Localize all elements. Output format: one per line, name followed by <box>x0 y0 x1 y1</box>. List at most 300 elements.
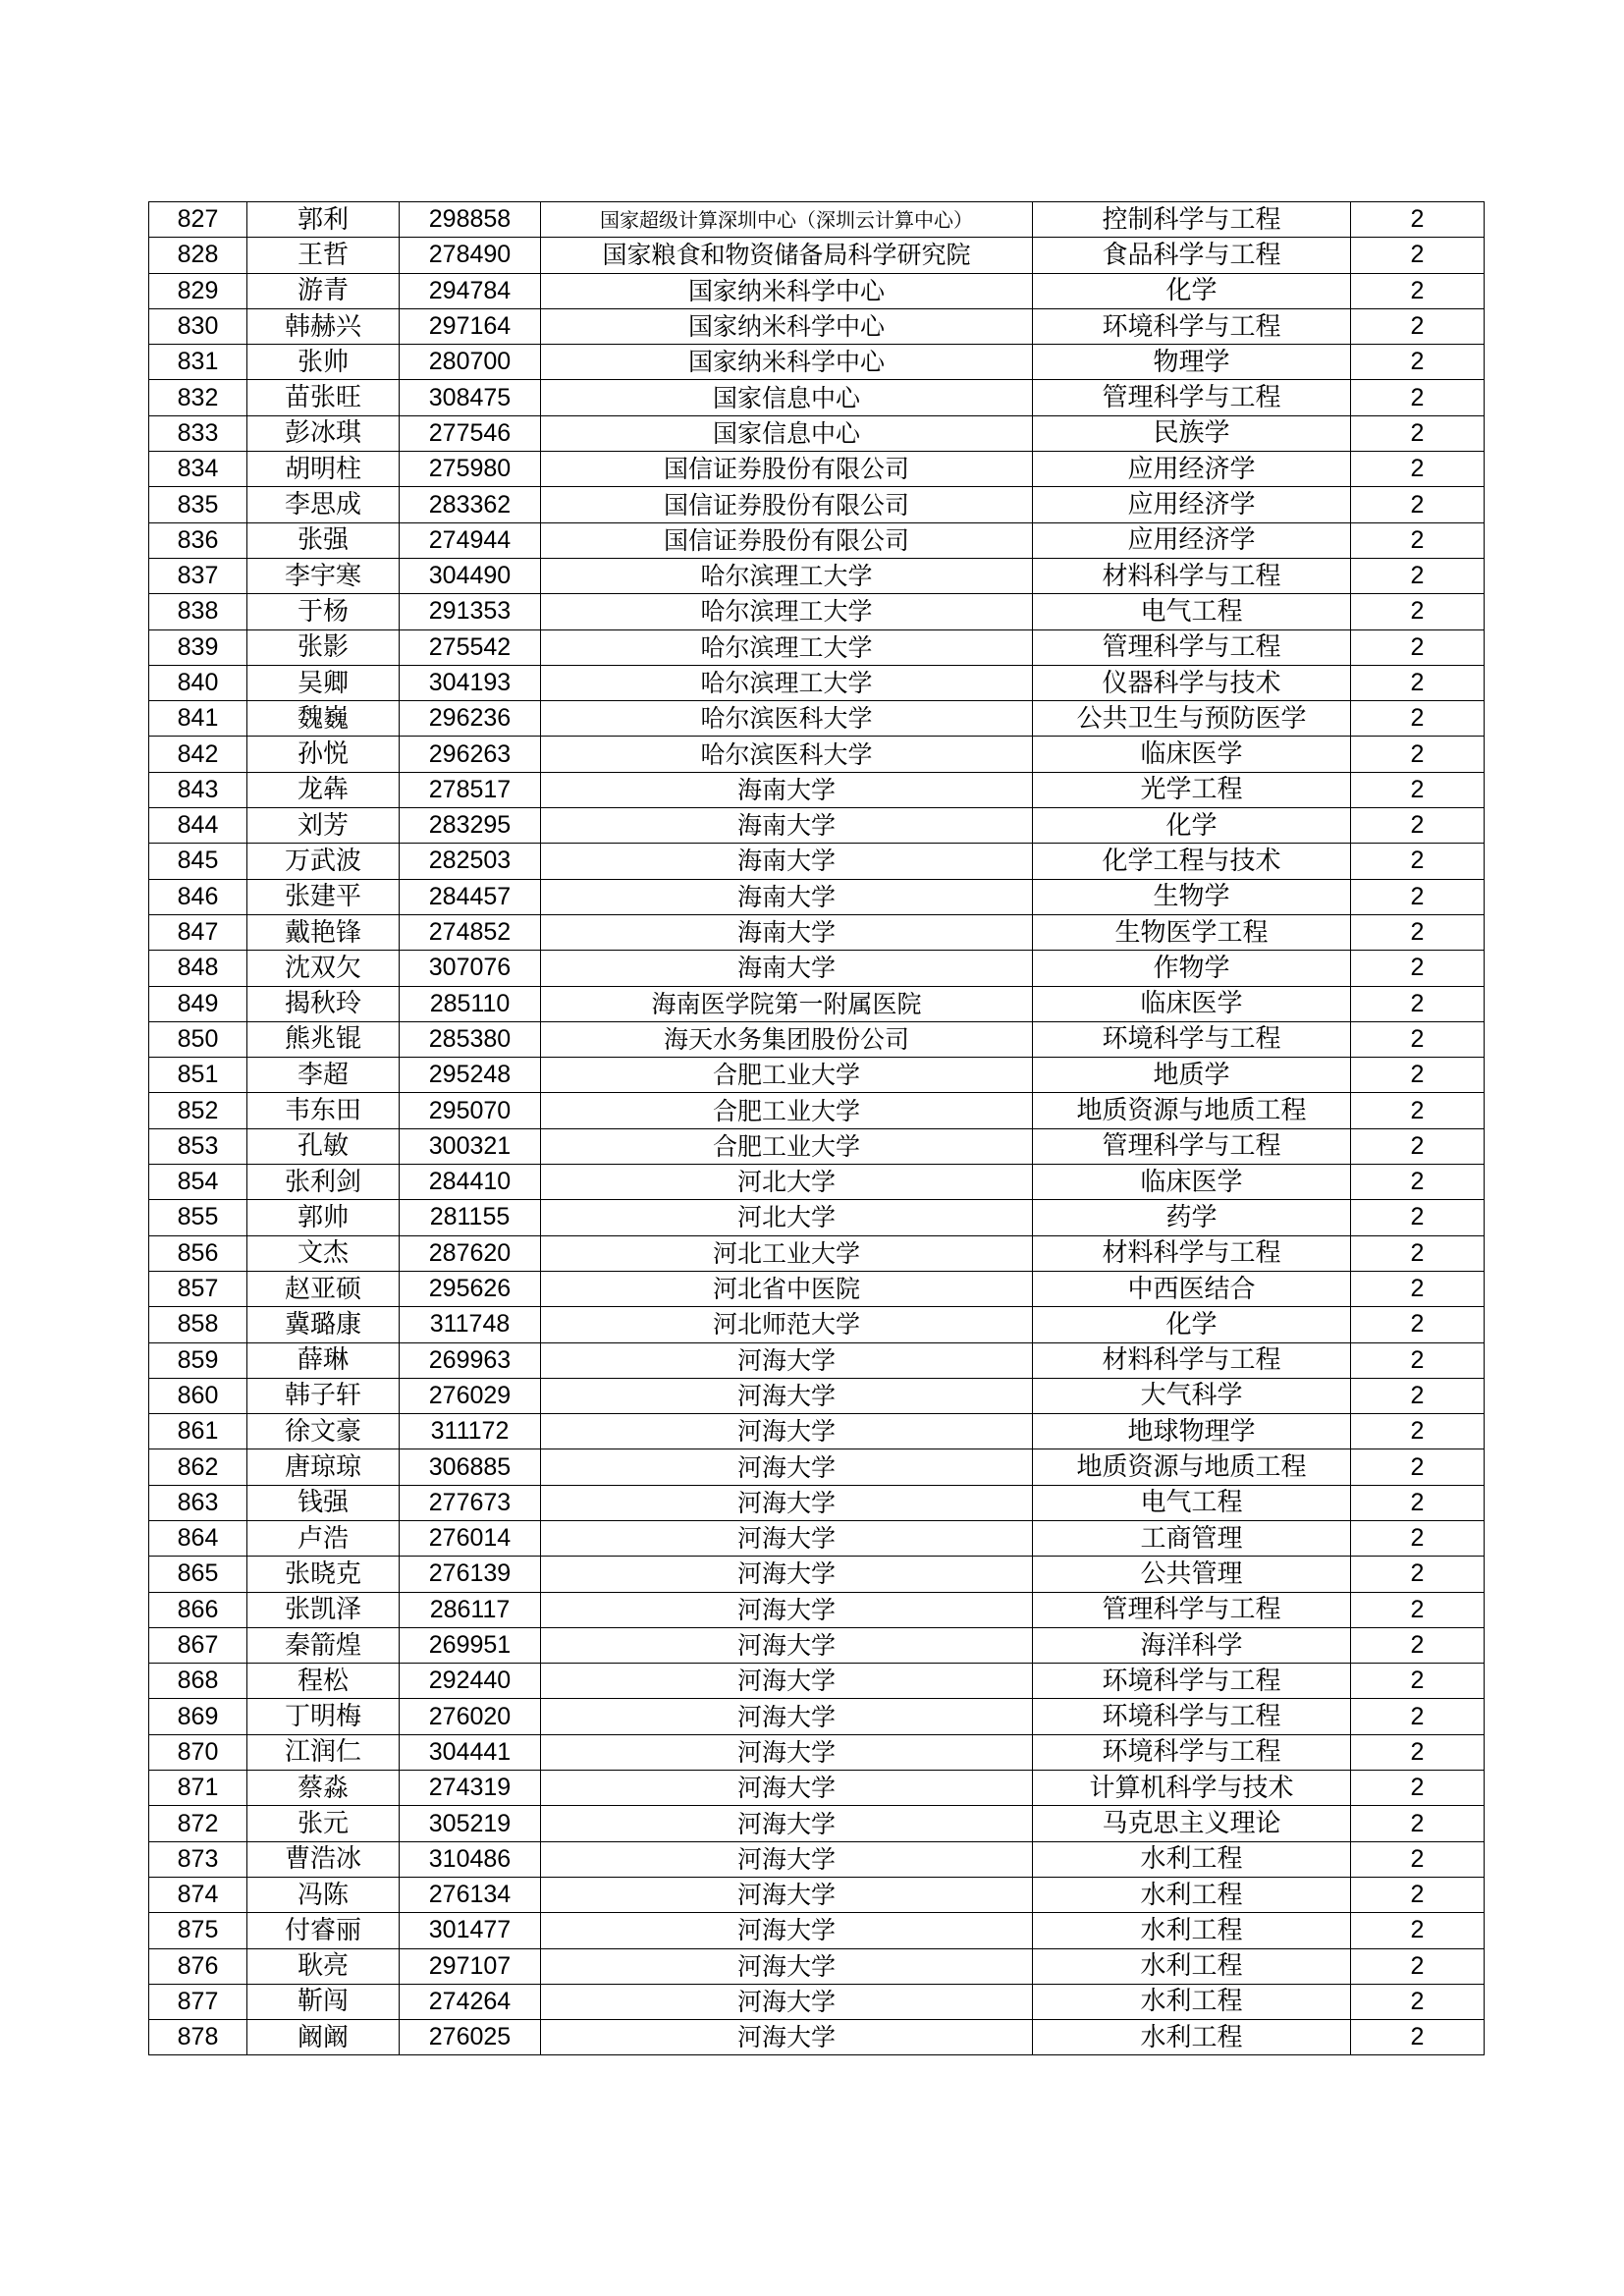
name-cell: 冯陈 <box>247 1877 400 1912</box>
table-row <box>149 1342 1485 1378</box>
id-number-cell: 274319 <box>400 1771 541 1806</box>
table-row <box>149 558 1485 593</box>
organization-cell: 哈尔滨医科大学 <box>541 701 1033 737</box>
name-cell: 韩赫兴 <box>247 308 400 344</box>
organization-cell: 河海大学 <box>541 1414 1033 1449</box>
id-number-cell: 286117 <box>400 1592 541 1627</box>
id-number-cell: 280700 <box>400 345 541 380</box>
organization-cell: 河海大学 <box>541 1664 1033 1699</box>
id-number-cell: 295626 <box>400 1271 541 1306</box>
name-cell: 丁明梅 <box>247 1699 400 1734</box>
organization-cell: 河海大学 <box>541 1342 1033 1378</box>
name-cell: 魏巍 <box>247 701 400 737</box>
row-number-cell: 874 <box>149 1877 247 1912</box>
name-cell: 冀璐康 <box>247 1307 400 1342</box>
row-number-cell: 869 <box>149 1699 247 1734</box>
id-number-cell: 276134 <box>400 1877 541 1912</box>
name-cell: 戴艳锋 <box>247 914 400 950</box>
row-number-cell: 832 <box>149 380 247 415</box>
organization-cell: 国信证券股份有限公司 <box>541 452 1033 487</box>
name-cell: 郭帅 <box>247 1200 400 1235</box>
organization-cell: 河海大学 <box>541 2020 1033 2055</box>
discipline-cell: 马克思主义理论 <box>1033 1806 1351 1841</box>
discipline-cell: 作物学 <box>1033 951 1351 986</box>
discipline-cell: 计算机科学与技术 <box>1033 1771 1351 1806</box>
id-number-cell: 298858 <box>400 202 541 238</box>
table-row <box>149 737 1485 772</box>
organization-cell: 河海大学 <box>541 1449 1033 1485</box>
table-row <box>149 452 1485 487</box>
table-row <box>149 1449 1485 1485</box>
count-cell: 2 <box>1351 808 1485 844</box>
discipline-cell: 海洋科学 <box>1033 1627 1351 1663</box>
organization-cell: 河北工业大学 <box>541 1235 1033 1271</box>
row-number-cell: 837 <box>149 558 247 593</box>
table-row <box>149 1165 1485 1200</box>
name-cell: 付睿丽 <box>247 1913 400 1948</box>
discipline-cell: 水利工程 <box>1033 1877 1351 1912</box>
table-row <box>149 1699 1485 1734</box>
organization-cell: 河海大学 <box>541 1627 1033 1663</box>
discipline-cell: 化学 <box>1033 273 1351 308</box>
discipline-cell: 生物医学工程 <box>1033 914 1351 950</box>
table-row <box>149 1592 1485 1627</box>
row-number-cell: 847 <box>149 914 247 950</box>
discipline-cell: 食品科学与工程 <box>1033 238 1351 273</box>
id-number-cell: 281155 <box>400 1200 541 1235</box>
count-cell: 2 <box>1351 1271 1485 1306</box>
organization-cell: 河北师范大学 <box>541 1307 1033 1342</box>
row-number-cell: 878 <box>149 2020 247 2055</box>
id-number-cell: 305219 <box>400 1806 541 1841</box>
organization-cell: 海南大学 <box>541 808 1033 844</box>
table-row <box>149 308 1485 344</box>
count-cell: 2 <box>1351 273 1485 308</box>
name-cell: 张元 <box>247 1806 400 1841</box>
count-cell: 2 <box>1351 1485 1485 1520</box>
table-row <box>149 1271 1485 1306</box>
count-cell: 2 <box>1351 558 1485 593</box>
row-number-cell: 849 <box>149 986 247 1021</box>
id-number-cell: 284410 <box>400 1165 541 1200</box>
row-number-cell: 864 <box>149 1520 247 1556</box>
table-row <box>149 1307 1485 1342</box>
name-cell: 靳闯 <box>247 1984 400 2019</box>
row-number-cell: 862 <box>149 1449 247 1485</box>
row-number-cell: 840 <box>149 665 247 700</box>
count-cell: 2 <box>1351 1165 1485 1200</box>
id-number-cell: 304490 <box>400 558 541 593</box>
name-cell: 文杰 <box>247 1235 400 1271</box>
table-row <box>149 415 1485 451</box>
name-cell: 沈双欠 <box>247 951 400 986</box>
discipline-cell: 化学 <box>1033 1307 1351 1342</box>
row-number-cell: 842 <box>149 737 247 772</box>
organization-cell: 国家纳米科学中心 <box>541 308 1033 344</box>
row-number-cell: 836 <box>149 522 247 558</box>
name-cell: 于杨 <box>247 594 400 629</box>
discipline-cell: 材料科学与工程 <box>1033 1342 1351 1378</box>
table-row <box>149 1058 1485 1093</box>
discipline-cell: 生物学 <box>1033 879 1351 914</box>
count-cell: 2 <box>1351 1235 1485 1271</box>
row-number-cell: 872 <box>149 1806 247 1841</box>
table-row <box>149 1771 1485 1806</box>
count-cell: 2 <box>1351 1771 1485 1806</box>
organization-cell: 哈尔滨理工大学 <box>541 629 1033 665</box>
discipline-cell: 材料科学与工程 <box>1033 1235 1351 1271</box>
name-cell: 阚阚 <box>247 2020 400 2055</box>
count-cell: 2 <box>1351 1699 1485 1734</box>
discipline-cell: 管理科学与工程 <box>1033 1128 1351 1164</box>
count-cell: 2 <box>1351 308 1485 344</box>
table-row <box>149 345 1485 380</box>
organization-cell: 国家纳米科学中心 <box>541 345 1033 380</box>
table-row <box>149 772 1485 807</box>
organization-cell: 河北大学 <box>541 1165 1033 1200</box>
id-number-cell: 307076 <box>400 951 541 986</box>
id-number-cell: 283295 <box>400 808 541 844</box>
count-cell: 2 <box>1351 380 1485 415</box>
name-cell: 吴卿 <box>247 665 400 700</box>
discipline-cell: 地球物理学 <box>1033 1414 1351 1449</box>
name-cell: 张影 <box>247 629 400 665</box>
table-row <box>149 1877 1485 1912</box>
organization-cell: 河北省中医院 <box>541 1271 1033 1306</box>
row-number-cell: 844 <box>149 808 247 844</box>
organization-cell: 河海大学 <box>541 1557 1033 1592</box>
discipline-cell: 水利工程 <box>1033 1948 1351 1984</box>
row-number-cell: 854 <box>149 1165 247 1200</box>
count-cell: 2 <box>1351 665 1485 700</box>
table-row <box>149 701 1485 737</box>
discipline-cell: 电气工程 <box>1033 1485 1351 1520</box>
count-cell: 2 <box>1351 951 1485 986</box>
row-number-cell: 871 <box>149 1771 247 1806</box>
table-row <box>149 629 1485 665</box>
count-cell: 2 <box>1351 487 1485 522</box>
row-number-cell: 868 <box>149 1664 247 1699</box>
row-number-cell: 856 <box>149 1235 247 1271</box>
id-number-cell: 311748 <box>400 1307 541 1342</box>
row-number-cell: 867 <box>149 1627 247 1663</box>
row-number-cell: 861 <box>149 1414 247 1449</box>
id-number-cell: 276029 <box>400 1378 541 1413</box>
name-cell: 李思成 <box>247 487 400 522</box>
count-cell: 2 <box>1351 345 1485 380</box>
id-number-cell: 276014 <box>400 1520 541 1556</box>
discipline-cell: 管理科学与工程 <box>1033 629 1351 665</box>
row-number-cell: 827 <box>149 202 247 238</box>
count-cell: 2 <box>1351 1128 1485 1164</box>
table-body <box>149 202 1485 2055</box>
organization-cell: 河海大学 <box>541 1771 1033 1806</box>
name-cell: 彭冰琪 <box>247 415 400 451</box>
table-row <box>149 1128 1485 1164</box>
name-cell: 熊兆锟 <box>247 1021 400 1057</box>
count-cell: 2 <box>1351 238 1485 273</box>
row-number-cell: 859 <box>149 1342 247 1378</box>
row-number-cell: 848 <box>149 951 247 986</box>
table-row <box>149 986 1485 1021</box>
discipline-cell: 公共卫生与预防医学 <box>1033 701 1351 737</box>
id-number-cell: 304441 <box>400 1734 541 1770</box>
table-row <box>149 1093 1485 1128</box>
id-number-cell: 297107 <box>400 1948 541 1984</box>
id-number-cell: 275542 <box>400 629 541 665</box>
id-number-cell: 276020 <box>400 1699 541 1734</box>
row-number-cell: 828 <box>149 238 247 273</box>
count-cell: 2 <box>1351 914 1485 950</box>
row-number-cell: 831 <box>149 345 247 380</box>
row-number-cell: 838 <box>149 594 247 629</box>
count-cell: 2 <box>1351 1449 1485 1485</box>
table-row <box>149 1984 1485 2019</box>
table-row <box>149 1841 1485 1877</box>
organization-cell: 合肥工业大学 <box>541 1058 1033 1093</box>
id-number-cell: 274944 <box>400 522 541 558</box>
discipline-cell: 公共管理 <box>1033 1557 1351 1592</box>
row-number-cell: 875 <box>149 1913 247 1948</box>
id-number-cell: 301477 <box>400 1913 541 1948</box>
id-number-cell: 295070 <box>400 1093 541 1128</box>
count-cell: 2 <box>1351 1342 1485 1378</box>
discipline-cell: 控制科学与工程 <box>1033 202 1351 238</box>
row-number-cell: 877 <box>149 1984 247 2019</box>
table-row <box>149 1378 1485 1413</box>
organization-cell: 海南医学院第一附属医院 <box>541 986 1033 1021</box>
discipline-cell: 环境科学与工程 <box>1033 1664 1351 1699</box>
table-row <box>149 665 1485 700</box>
table-row <box>149 1520 1485 1556</box>
id-number-cell: 277546 <box>400 415 541 451</box>
name-cell: 张晓克 <box>247 1557 400 1592</box>
row-number-cell: 851 <box>149 1058 247 1093</box>
id-number-cell: 276025 <box>400 2020 541 2055</box>
id-number-cell: 277673 <box>400 1485 541 1520</box>
discipline-cell: 药学 <box>1033 1200 1351 1235</box>
organization-cell: 河海大学 <box>541 1806 1033 1841</box>
name-cell: 徐文豪 <box>247 1414 400 1449</box>
id-number-cell: 308475 <box>400 380 541 415</box>
name-cell: 韩子轩 <box>247 1378 400 1413</box>
count-cell: 2 <box>1351 1806 1485 1841</box>
row-number-cell: 850 <box>149 1021 247 1057</box>
table-row <box>149 487 1485 522</box>
organization-cell: 河海大学 <box>541 1841 1033 1877</box>
organization-cell: 河海大学 <box>541 1913 1033 1948</box>
id-number-cell: 285110 <box>400 986 541 1021</box>
table-row <box>149 1948 1485 1984</box>
discipline-cell: 环境科学与工程 <box>1033 1021 1351 1057</box>
discipline-cell: 临床医学 <box>1033 986 1351 1021</box>
name-cell: 程松 <box>247 1664 400 1699</box>
discipline-cell: 地质资源与地质工程 <box>1033 1093 1351 1128</box>
organization-cell: 河海大学 <box>541 1485 1033 1520</box>
count-cell: 2 <box>1351 1093 1485 1128</box>
id-number-cell: 274264 <box>400 1984 541 2019</box>
id-number-cell: 285380 <box>400 1021 541 1057</box>
count-cell: 2 <box>1351 1058 1485 1093</box>
table-row <box>149 1235 1485 1271</box>
row-number-cell: 830 <box>149 308 247 344</box>
name-cell: 苗张旺 <box>247 380 400 415</box>
organization-cell: 合肥工业大学 <box>541 1093 1033 1128</box>
table-row <box>149 594 1485 629</box>
count-cell: 2 <box>1351 701 1485 737</box>
table-row <box>149 1021 1485 1057</box>
row-number-cell: 834 <box>149 452 247 487</box>
row-number-cell: 855 <box>149 1200 247 1235</box>
row-number-cell: 858 <box>149 1307 247 1342</box>
table-row <box>149 1734 1485 1770</box>
name-cell: 蔡淼 <box>247 1771 400 1806</box>
name-cell: 韦东田 <box>247 1093 400 1128</box>
row-number-cell: 866 <box>149 1592 247 1627</box>
name-cell: 胡明柱 <box>247 452 400 487</box>
name-cell: 李超 <box>247 1058 400 1093</box>
discipline-cell: 化学 <box>1033 808 1351 844</box>
organization-cell: 海南大学 <box>541 914 1033 950</box>
organization-cell: 哈尔滨理工大学 <box>541 665 1033 700</box>
count-cell: 2 <box>1351 415 1485 451</box>
count-cell: 2 <box>1351 986 1485 1021</box>
count-cell: 2 <box>1351 1664 1485 1699</box>
name-cell: 薛琳 <box>247 1342 400 1378</box>
id-number-cell: 300321 <box>400 1128 541 1164</box>
table-row <box>149 844 1485 879</box>
name-cell: 揭秋玲 <box>247 986 400 1021</box>
count-cell: 2 <box>1351 1414 1485 1449</box>
table-row <box>149 1664 1485 1699</box>
organization-cell: 海南大学 <box>541 844 1033 879</box>
id-number-cell: 297164 <box>400 308 541 344</box>
organization-cell: 河海大学 <box>541 1520 1033 1556</box>
discipline-cell: 水利工程 <box>1033 2020 1351 2055</box>
name-cell: 孔敏 <box>247 1128 400 1164</box>
name-cell: 张强 <box>247 522 400 558</box>
row-number-cell: 829 <box>149 273 247 308</box>
count-cell: 2 <box>1351 594 1485 629</box>
organization-cell: 河海大学 <box>541 1699 1033 1734</box>
count-cell: 2 <box>1351 1984 1485 2019</box>
name-cell: 孙悦 <box>247 737 400 772</box>
organization-cell: 海南大学 <box>541 951 1033 986</box>
organization-cell: 哈尔滨理工大学 <box>541 594 1033 629</box>
organization-cell: 河海大学 <box>541 1378 1033 1413</box>
count-cell: 2 <box>1351 1627 1485 1663</box>
id-number-cell: 284457 <box>400 879 541 914</box>
id-number-cell: 310486 <box>400 1841 541 1877</box>
discipline-cell: 管理科学与工程 <box>1033 380 1351 415</box>
organization-cell: 国家纳米科学中心 <box>541 273 1033 308</box>
count-cell: 2 <box>1351 772 1485 807</box>
count-cell: 2 <box>1351 1200 1485 1235</box>
discipline-cell: 电气工程 <box>1033 594 1351 629</box>
table-row <box>149 914 1485 950</box>
count-cell: 2 <box>1351 1948 1485 1984</box>
id-number-cell: 295248 <box>400 1058 541 1093</box>
discipline-cell: 中西医结合 <box>1033 1271 1351 1306</box>
id-number-cell: 276139 <box>400 1557 541 1592</box>
organization-cell: 河海大学 <box>541 1984 1033 2019</box>
name-cell: 王哲 <box>247 238 400 273</box>
count-cell: 2 <box>1351 1378 1485 1413</box>
row-number-cell: 841 <box>149 701 247 737</box>
discipline-cell: 应用经济学 <box>1033 452 1351 487</box>
id-number-cell: 304193 <box>400 665 541 700</box>
count-cell: 2 <box>1351 522 1485 558</box>
discipline-cell: 临床医学 <box>1033 1165 1351 1200</box>
table-row <box>149 808 1485 844</box>
id-number-cell: 278490 <box>400 238 541 273</box>
organization-cell: 河海大学 <box>541 1877 1033 1912</box>
table-row <box>149 1913 1485 1948</box>
discipline-cell: 环境科学与工程 <box>1033 1699 1351 1734</box>
discipline-cell: 工商管理 <box>1033 1520 1351 1556</box>
discipline-cell: 水利工程 <box>1033 1984 1351 2019</box>
organization-cell: 河北大学 <box>541 1200 1033 1235</box>
count-cell: 2 <box>1351 879 1485 914</box>
table-row <box>149 1806 1485 1841</box>
discipline-cell: 地质资源与地质工程 <box>1033 1449 1351 1485</box>
id-number-cell: 296263 <box>400 737 541 772</box>
organization-cell: 国信证券股份有限公司 <box>541 522 1033 558</box>
count-cell: 2 <box>1351 452 1485 487</box>
id-number-cell: 274852 <box>400 914 541 950</box>
count-cell: 2 <box>1351 1557 1485 1592</box>
row-number-cell: 852 <box>149 1093 247 1128</box>
applicant-table <box>148 201 1485 2055</box>
name-cell: 钱强 <box>247 1485 400 1520</box>
name-cell: 刘芳 <box>247 808 400 844</box>
organization-cell: 国家粮食和物资储备局科学研究院 <box>541 238 1033 273</box>
organization-cell: 海天水务集团股份公司 <box>541 1021 1033 1057</box>
organization-cell: 河海大学 <box>541 1592 1033 1627</box>
discipline-cell: 仪器科学与技术 <box>1033 665 1351 700</box>
table-row <box>149 1485 1485 1520</box>
table-row <box>149 273 1485 308</box>
table-row <box>149 1414 1485 1449</box>
count-cell: 2 <box>1351 629 1485 665</box>
row-number-cell: 873 <box>149 1841 247 1877</box>
count-cell: 2 <box>1351 202 1485 238</box>
discipline-cell: 水利工程 <box>1033 1841 1351 1877</box>
id-number-cell: 306885 <box>400 1449 541 1485</box>
count-cell: 2 <box>1351 1307 1485 1342</box>
discipline-cell: 大气科学 <box>1033 1378 1351 1413</box>
organization-cell: 河海大学 <box>541 1948 1033 1984</box>
name-cell: 张凯泽 <box>247 1592 400 1627</box>
name-cell: 万武波 <box>247 844 400 879</box>
row-number-cell: 863 <box>149 1485 247 1520</box>
organization-cell: 国家信息中心 <box>541 380 1033 415</box>
organization-cell: 哈尔滨理工大学 <box>541 558 1033 593</box>
row-number-cell: 846 <box>149 879 247 914</box>
row-number-cell: 845 <box>149 844 247 879</box>
table-row <box>149 202 1485 238</box>
discipline-cell: 应用经济学 <box>1033 487 1351 522</box>
table-row <box>149 380 1485 415</box>
name-cell: 张利剑 <box>247 1165 400 1200</box>
organization-cell: 合肥工业大学 <box>541 1128 1033 1164</box>
row-number-cell: 853 <box>149 1128 247 1164</box>
name-cell: 耿亮 <box>247 1948 400 1984</box>
id-number-cell: 275980 <box>400 452 541 487</box>
id-number-cell: 296236 <box>400 701 541 737</box>
row-number-cell: 833 <box>149 415 247 451</box>
name-cell: 游青 <box>247 273 400 308</box>
